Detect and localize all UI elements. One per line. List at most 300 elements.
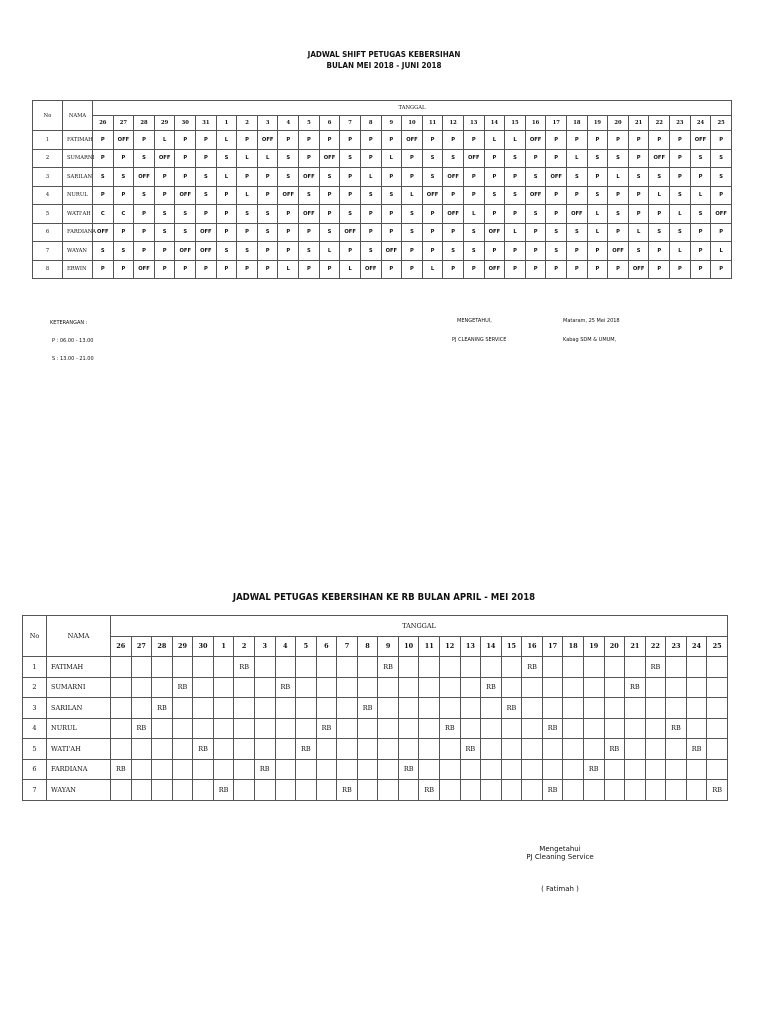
schedule-cell: P: [484, 168, 505, 187]
schedule-cell: [131, 657, 152, 678]
schedule-cell: [583, 780, 604, 801]
shift-table: [32, 100, 732, 279]
staff-name: NURUL: [47, 718, 111, 739]
schedule-cell: P: [381, 260, 402, 279]
schedule-cell: [172, 759, 193, 780]
schedule-cell: [542, 759, 563, 780]
schedule-cell: S: [567, 168, 588, 187]
schedule-cell: P: [360, 149, 381, 168]
schedule-cell: [563, 677, 584, 698]
schedule-cell: P: [154, 260, 175, 279]
schedule-cell: S: [711, 149, 732, 168]
schedule-cell: P: [525, 260, 546, 279]
schedule-cell: [501, 718, 522, 739]
date-header: 27: [131, 636, 152, 657]
schedule-cell: C: [113, 205, 134, 224]
schedule-cell: OFF: [463, 149, 484, 168]
schedule-cell: P: [257, 260, 278, 279]
row-number: 7: [33, 242, 63, 261]
schedule-cell: [193, 677, 214, 698]
schedule-cell: [645, 677, 666, 698]
schedule-cell: P: [278, 223, 299, 242]
schedule-cell: [440, 759, 461, 780]
mengetahui-label: MENGETAHUI,: [457, 318, 492, 324]
schedule-cell: S: [690, 149, 711, 168]
schedule-cell: S: [422, 168, 443, 187]
schedule-cell: [522, 718, 543, 739]
date-header: 21: [628, 116, 649, 131]
schedule-cell: [460, 780, 481, 801]
row-number: 2: [33, 149, 63, 168]
schedule-cell: RB: [522, 657, 543, 678]
header-nama: NAMA: [63, 101, 93, 131]
place-date: Mataram, 25 Mei 2018: [563, 318, 620, 324]
schedule-cell: [645, 739, 666, 760]
schedule-cell: S: [546, 223, 567, 242]
schedule-cell: L: [649, 186, 670, 205]
schedule-cell: [707, 759, 728, 780]
schedule-cell: P: [484, 149, 505, 168]
schedule-cell: OFF: [175, 242, 196, 261]
schedule-cell: RB: [357, 698, 378, 719]
schedule-cell: S: [360, 186, 381, 205]
date-header: 13: [463, 116, 484, 131]
schedule-cell: OFF: [278, 186, 299, 205]
schedule-cell: P: [463, 260, 484, 279]
schedule-cell: [152, 657, 173, 678]
schedule-cell: [501, 759, 522, 780]
schedule-cell: P: [360, 205, 381, 224]
schedule-cell: [419, 739, 440, 760]
schedule-cell: P: [690, 242, 711, 261]
schedule-cell: P: [134, 242, 155, 261]
schedule-cell: P: [505, 168, 526, 187]
schedule-cell: RB: [254, 759, 275, 780]
schedule-cell: P: [113, 149, 134, 168]
schedule-cell: L: [670, 242, 691, 261]
schedule-cell: [666, 780, 687, 801]
schedule-cell: [172, 739, 193, 760]
table-row: [33, 168, 732, 187]
schedule-cell: S: [196, 168, 217, 187]
schedule-cell: L: [360, 168, 381, 187]
schedule-cell: [481, 698, 502, 719]
schedule-cell: S: [711, 168, 732, 187]
date-header: 17: [542, 636, 563, 657]
schedule-cell: [563, 759, 584, 780]
staff-name: WAYAN: [63, 242, 93, 261]
date-header: 28: [152, 636, 173, 657]
schedule-cell: P: [196, 131, 217, 150]
row-number: 3: [33, 168, 63, 187]
schedule-cell: S: [381, 186, 402, 205]
date-header: 10: [398, 636, 419, 657]
schedule-cell: [645, 698, 666, 719]
schedule-cell: [666, 677, 687, 698]
date-header: 28: [134, 116, 155, 131]
schedule-cell: [542, 657, 563, 678]
schedule-cell: S: [505, 186, 526, 205]
schedule-cell: P: [113, 223, 134, 242]
schedule-cell: P: [257, 186, 278, 205]
schedule-cell: [460, 718, 481, 739]
schedule-cell: [275, 759, 296, 780]
schedule-cell: L: [505, 131, 526, 150]
schedule-cell: [460, 677, 481, 698]
table-row: [23, 657, 728, 678]
schedule-cell: P: [525, 223, 546, 242]
schedule-cell: [234, 759, 255, 780]
schedule-cell: S: [505, 149, 526, 168]
schedule-cell: P: [525, 242, 546, 261]
sign-mengetahui: Mengetahui: [539, 845, 581, 853]
schedule-cell: S: [257, 205, 278, 224]
date-header: 8: [357, 636, 378, 657]
schedule-cell: P: [299, 149, 320, 168]
schedule-cell: [357, 780, 378, 801]
schedule-cell: [316, 698, 337, 719]
schedule-cell: P: [587, 242, 608, 261]
schedule-cell: [398, 677, 419, 698]
schedule-cell: L: [257, 149, 278, 168]
schedule-cell: [604, 780, 625, 801]
schedule-cell: P: [319, 260, 340, 279]
schedule-cell: L: [567, 149, 588, 168]
date-header: 15: [505, 116, 526, 131]
schedule-cell: OFF: [567, 205, 588, 224]
schedule-cell: [419, 677, 440, 698]
schedule-cell: [131, 759, 152, 780]
schedule-cell: S: [134, 186, 155, 205]
schedule-cell: [337, 698, 358, 719]
schedule-cell: [152, 759, 173, 780]
schedule-cell: P: [93, 186, 114, 205]
table-row: [33, 131, 732, 150]
date-header: 22: [649, 116, 670, 131]
schedule-cell: [234, 677, 255, 698]
schedule-cell: P: [525, 149, 546, 168]
schedule-cell: P: [484, 242, 505, 261]
schedule-cell: L: [608, 168, 629, 187]
schedule-cell: [337, 759, 358, 780]
date-header: 25: [707, 636, 728, 657]
schedule-cell: [583, 718, 604, 739]
date-header: 8: [360, 116, 381, 131]
schedule-cell: P: [175, 131, 196, 150]
schedule-cell: P: [196, 149, 217, 168]
schedule-cell: [440, 780, 461, 801]
schedule-cell: [501, 780, 522, 801]
schedule-cell: [152, 739, 173, 760]
schedule-cell: OFF: [608, 242, 629, 261]
schedule-cell: C: [93, 205, 114, 224]
schedule-cell: P: [463, 186, 484, 205]
schedule-cell: P: [299, 131, 320, 150]
schedule-cell: S: [340, 149, 361, 168]
date-header: 24: [686, 636, 707, 657]
schedule-cell: [234, 718, 255, 739]
schedule-cell: P: [711, 260, 732, 279]
schedule-cell: L: [340, 260, 361, 279]
staff-name: FARDIANA: [47, 759, 111, 780]
schedule-cell: [213, 677, 234, 698]
date-header: 12: [443, 116, 464, 131]
table-row: [33, 223, 732, 242]
schedule-cell: [296, 657, 317, 678]
schedule-cell: [501, 657, 522, 678]
schedule-cell: P: [608, 223, 629, 242]
schedule-cell: OFF: [134, 168, 155, 187]
schedule-cell: P: [216, 223, 237, 242]
schedule-cell: P: [237, 223, 258, 242]
staff-name: SARILAN: [47, 698, 111, 719]
schedule-cell: P: [628, 131, 649, 150]
rb-header-nama: NAMA: [47, 616, 111, 657]
schedule-cell: P: [93, 131, 114, 150]
date-header: 6: [316, 636, 337, 657]
schedule-cell: OFF: [402, 131, 423, 150]
schedule-cell: P: [175, 149, 196, 168]
schedule-cell: [234, 698, 255, 719]
schedule-cell: P: [628, 149, 649, 168]
schedule-cell: OFF: [196, 242, 217, 261]
schedule-cell: S: [216, 149, 237, 168]
schedule-cell: [254, 677, 275, 698]
schedule-cell: RB: [296, 739, 317, 760]
schedule-cell: P: [360, 131, 381, 150]
date-header: 13: [460, 636, 481, 657]
rb-header-no: No: [23, 616, 47, 657]
schedule-cell: [398, 657, 419, 678]
schedule-cell: OFF: [134, 260, 155, 279]
schedule-cell: [131, 780, 152, 801]
shift-s-note: S : 13.00 - 21.00: [52, 356, 94, 362]
schedule-cell: [254, 657, 275, 678]
schedule-cell: P: [402, 260, 423, 279]
schedule-cell: P: [278, 242, 299, 261]
schedule-cell: P: [402, 149, 423, 168]
schedule-cell: OFF: [628, 260, 649, 279]
schedule-cell: OFF: [381, 242, 402, 261]
schedule-cell: P: [93, 149, 114, 168]
schedule-cell: [604, 677, 625, 698]
date-header: 9: [381, 116, 402, 131]
schedule-cell: P: [546, 149, 567, 168]
schedule-cell: [234, 780, 255, 801]
schedule-cell: [686, 780, 707, 801]
schedule-cell: S: [628, 168, 649, 187]
schedule-cell: S: [608, 205, 629, 224]
schedule-cell: [625, 718, 646, 739]
schedule-cell: L: [402, 186, 423, 205]
rb-title: JADWAL PETUGAS KEBERSIHAN KE RB BULAN APRIL - MEI 2018: [232, 592, 536, 603]
schedule-cell: OFF: [443, 168, 464, 187]
schedule-cell: P: [113, 260, 134, 279]
schedule-cell: S: [113, 242, 134, 261]
schedule-cell: P: [278, 205, 299, 224]
table-row: [33, 242, 732, 261]
schedule-cell: S: [299, 242, 320, 261]
schedule-cell: P: [299, 223, 320, 242]
schedule-cell: [666, 739, 687, 760]
staff-name: FARDIANA: [63, 223, 93, 242]
schedule-cell: [707, 677, 728, 698]
schedule-cell: S: [278, 149, 299, 168]
schedule-cell: P: [422, 242, 443, 261]
schedule-cell: [481, 718, 502, 739]
schedule-cell: P: [670, 149, 691, 168]
kabag-label: Kabag SDM & UMUM,: [563, 337, 617, 343]
schedule-cell: OFF: [299, 205, 320, 224]
schedule-cell: [666, 657, 687, 678]
schedule-cell: [398, 698, 419, 719]
schedule-cell: [111, 718, 132, 739]
schedule-cell: L: [381, 149, 402, 168]
schedule-cell: S: [484, 186, 505, 205]
rb-header-tanggal: TANGGAL: [111, 616, 728, 637]
date-header: 19: [583, 636, 604, 657]
schedule-cell: P: [505, 242, 526, 261]
shift-p-note: P : 06.00 - 13.00: [52, 338, 94, 344]
schedule-cell: P: [257, 168, 278, 187]
schedule-cell: [111, 739, 132, 760]
schedule-cell: P: [546, 131, 567, 150]
schedule-cell: RB: [419, 780, 440, 801]
schedule-cell: [254, 780, 275, 801]
staff-name: FATIMAH: [47, 657, 111, 678]
date-header: 31: [196, 116, 217, 131]
table-row: [23, 698, 728, 719]
date-header: 2: [237, 116, 258, 131]
staff-name: SARILAN: [63, 168, 93, 187]
schedule-cell: P: [587, 168, 608, 187]
schedule-cell: P: [196, 205, 217, 224]
schedule-cell: P: [216, 260, 237, 279]
schedule-cell: P: [443, 223, 464, 242]
schedule-cell: P: [443, 186, 464, 205]
schedule-cell: [563, 739, 584, 760]
schedule-cell: P: [319, 186, 340, 205]
table-row: [33, 149, 732, 168]
schedule-cell: P: [670, 260, 691, 279]
schedule-cell: [357, 677, 378, 698]
schedule-cell: P: [443, 131, 464, 150]
schedule-cell: [111, 677, 132, 698]
staff-name: NURUL: [63, 186, 93, 205]
schedule-cell: OFF: [484, 223, 505, 242]
schedule-cell: [316, 739, 337, 760]
schedule-cell: [152, 718, 173, 739]
schedule-cell: [152, 780, 173, 801]
schedule-cell: P: [237, 168, 258, 187]
schedule-cell: RB: [604, 739, 625, 760]
date-header: 6: [319, 116, 340, 131]
schedule-cell: [666, 759, 687, 780]
schedule-cell: [316, 780, 337, 801]
schedule-cell: [193, 698, 214, 719]
schedule-cell: P: [237, 260, 258, 279]
schedule-cell: S: [443, 149, 464, 168]
schedule-cell: [213, 759, 234, 780]
schedule-cell: [563, 718, 584, 739]
schedule-cell: L: [319, 242, 340, 261]
schedule-cell: [296, 780, 317, 801]
schedule-cell: P: [237, 131, 258, 150]
schedule-cell: L: [587, 205, 608, 224]
schedule-cell: [193, 718, 214, 739]
date-header: 23: [666, 636, 687, 657]
schedule-cell: P: [463, 168, 484, 187]
schedule-cell: P: [567, 131, 588, 150]
schedule-cell: [686, 759, 707, 780]
schedule-cell: RB: [625, 677, 646, 698]
schedule-cell: [707, 718, 728, 739]
schedule-cell: RB: [707, 780, 728, 801]
schedule-cell: OFF: [113, 131, 134, 150]
schedule-cell: RB: [152, 698, 173, 719]
schedule-cell: L: [278, 260, 299, 279]
schedule-cell: [213, 698, 234, 719]
schedule-cell: [604, 698, 625, 719]
schedule-cell: [213, 739, 234, 760]
shift-title: JADWAL SHIFT PETUGAS KEBERSIHAN: [307, 50, 461, 59]
schedule-cell: S: [608, 149, 629, 168]
schedule-cell: L: [711, 242, 732, 261]
schedule-cell: S: [628, 242, 649, 261]
schedule-cell: RB: [213, 780, 234, 801]
schedule-cell: [398, 718, 419, 739]
date-header: 7: [340, 116, 361, 131]
schedule-cell: S: [587, 186, 608, 205]
date-header: 10: [402, 116, 423, 131]
schedule-cell: [481, 657, 502, 678]
table-row: [23, 739, 728, 760]
date-header: 14: [484, 116, 505, 131]
schedule-cell: [172, 698, 193, 719]
date-header: 24: [690, 116, 711, 131]
schedule-cell: RB: [645, 657, 666, 678]
schedule-cell: S: [278, 168, 299, 187]
schedule-cell: P: [154, 186, 175, 205]
schedule-cell: L: [422, 260, 443, 279]
date-header: 1: [213, 636, 234, 657]
schedule-cell: [254, 739, 275, 760]
schedule-cell: [501, 739, 522, 760]
row-number: 7: [23, 780, 47, 801]
schedule-cell: [131, 698, 152, 719]
schedule-cell: [686, 698, 707, 719]
schedule-cell: L: [505, 223, 526, 242]
schedule-cell: P: [381, 205, 402, 224]
schedule-cell: [193, 759, 214, 780]
schedule-cell: S: [113, 168, 134, 187]
date-header: 4: [275, 636, 296, 657]
schedule-cell: S: [237, 205, 258, 224]
schedule-cell: [522, 780, 543, 801]
schedule-cell: P: [402, 242, 423, 261]
schedule-cell: [522, 677, 543, 698]
schedule-cell: S: [402, 223, 423, 242]
sign-name: ( Fatimah ): [541, 885, 579, 893]
schedule-cell: P: [587, 260, 608, 279]
schedule-cell: [460, 657, 481, 678]
date-header: 4: [278, 116, 299, 131]
schedule-cell: P: [319, 205, 340, 224]
schedule-cell: S: [525, 205, 546, 224]
schedule-cell: [686, 677, 707, 698]
schedule-cell: S: [93, 242, 114, 261]
schedule-cell: [275, 698, 296, 719]
